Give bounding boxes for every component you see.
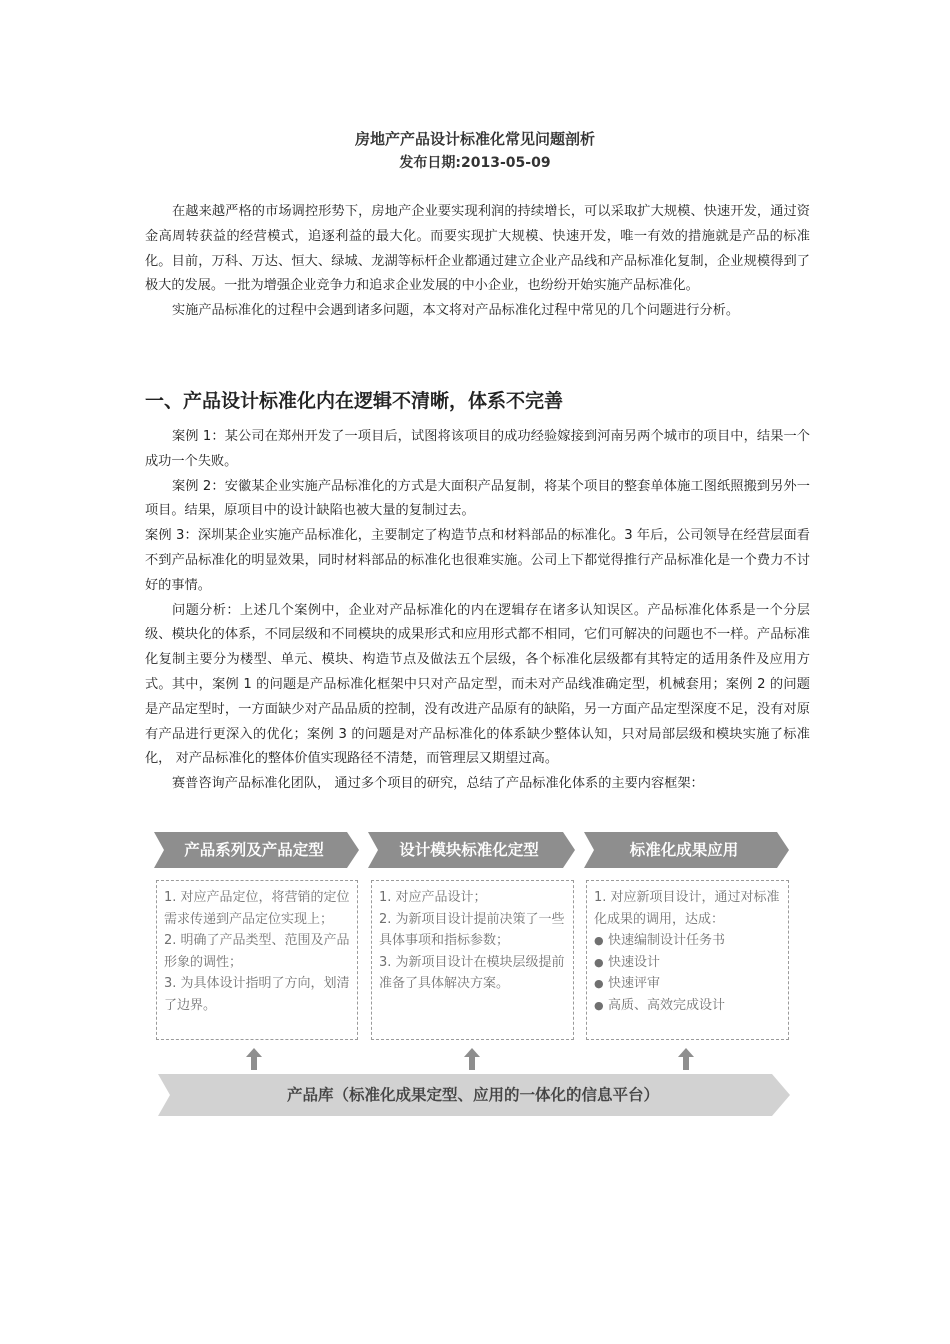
column-3-box <box>586 880 789 1040</box>
framework-diagram <box>150 828 795 1122</box>
document-title: 房地产产品设计标准化常见问题剖析 <box>354 130 595 148</box>
column-2-line-2: 2. 为新项目设计提前决策了一些具体事项和指标参数； <box>379 911 565 949</box>
column-2-header <box>368 832 575 868</box>
framework-intro-paragraph: 赛普咨询产品标准化团队， 通过多个项目的研究，总结了产品标准化体系的主要内容框架： <box>172 776 704 792</box>
analysis-paragraph: 问题分析：上述几个案例中，企业对产品标准化的内在逻辑存在诸多认知误区。产品标准化体系是一个分层级、模块化的体系，不同层级和不同模块的成果形式和应用形式都不相同，它们可解决的问题也不一样。产品标准化复制主要分为楼型、单元、模块、构造节点及做法五个层级，各个标准化层级都有其特定的适用条件及应用方式。其中，案例 1 的问题是产品标准化框架中只对产品定型，而未对产品线准确定型，机械套用；案例 2 的问题是产品定型时，一方面缺少对产品品质的控制，没有改进产品原有的缺陷，另一方面产品定型深度不足，没有对原有产品进行更深入的优化；案例 3 的问题是对产品标准化的体系缺少整体认知，只对局部层级和模块实施了标准化， 对产品标准化的整体价值实现路径不清楚，而管理层又期望过高。 <box>145 602 810 767</box>
column-2-header-label: 设计模块标准化定型 <box>399 841 539 859</box>
column-2-line-3: 3. 为新项目设计在模块层级提前准备了具体解决方案。 <box>379 954 565 992</box>
column-3-header-label: 标准化成果应用 <box>629 841 739 859</box>
publish-date: 发布日期:2013-05-09 <box>399 155 551 171</box>
cases-section <box>145 425 810 797</box>
column-3-bullet-2: ● 快速设计 <box>594 952 782 974</box>
column-1-line-2: 2. 明确了产品类型、范围及产品形象的调性； <box>164 933 350 970</box>
intro-section <box>145 200 810 324</box>
column-1-header <box>154 832 359 868</box>
column-2-box <box>371 880 574 1040</box>
case-3-paragraph: 案例 3：深圳某企业实施产品标准化，主要制定了构造节点和材料部品的标准化。3 年后，公司领导在经营层面看不到产品标准化的明显效果，同时材料部品的标准化也很难实施。公司上下都觉得推行产品标准化是一个费力不讨好的事情。 <box>145 528 810 593</box>
column-1-line-3: 3. 为具体设计指明了方向，划清了边界。 <box>164 976 350 1013</box>
case-1-paragraph: 案例 1：某公司在郑州开发了一项目后，试图将该项目的成功经验嫁接到河南另两个城市的项目中，结果一个成功一个失败。 <box>145 429 810 469</box>
column-3-intro: 1. 对应新项目设计，通过对标准化成果的调用，达成： <box>594 890 780 927</box>
column-3-bullet-3: ● 快速评审 <box>594 973 782 995</box>
column-1-box <box>156 880 358 1040</box>
column-1-line-1: 1. 对应产品定位，将营销的定位需求传递到产品定位实现上； <box>164 890 350 927</box>
section-heading-1: 一、产品设计标准化内在逻辑不清晰，体系不完善 <box>145 390 564 412</box>
column-2-line-1: 1. 对应产品设计； <box>379 890 487 905</box>
product-library-banner <box>158 1074 790 1116</box>
intro-paragraph-2: 实施产品标准化的过程中会遇到诸多问题，本文将对产品标准化过程中常见的几个问题进行分析。 <box>172 303 740 319</box>
up-arrow-icon <box>464 1048 480 1070</box>
intro-paragraph-1: 在越来越严格的市场调控形势下，房地产企业要实现利润的持续增长，可以采取扩大规模、快速开发，通过资金高周转获益的经营模式，追逐利益的最大化。而要实现扩大规模、快速开发，唯一有效的措施就是产品的标准化。目前，万科、万达、恒大、绿城、龙湖等标杆企业都通过建立企业产品线和产品标准化复制，企业规模得到了极大的发展。一批为增强企业竞争力和追求企业发展的中小企业，也纷纷开始实施产品标准化。 <box>145 204 810 294</box>
case-2-paragraph: 案例 2：安徽某企业实施产品标准化的方式是大面积产品复制，将某个项目的整套单体施工图纸照搬到另外一项目。结果，原项目中的设计缺陷也被大量的复制过去。 <box>145 478 810 519</box>
column-3-bullet-4: ● 高质、高效完成设计 <box>594 995 782 1017</box>
product-library-label: 产品库（标准化成果定型、应用的一体化的信息平台） <box>286 1086 659 1104</box>
up-arrow-icon <box>678 1048 694 1070</box>
up-arrow-icon <box>246 1048 262 1070</box>
column-3-header <box>584 832 789 868</box>
column-1-header-label: 产品系列及产品定型 <box>184 841 324 859</box>
column-3-bullet-1: ● 快速编制设计任务书 <box>594 930 782 952</box>
